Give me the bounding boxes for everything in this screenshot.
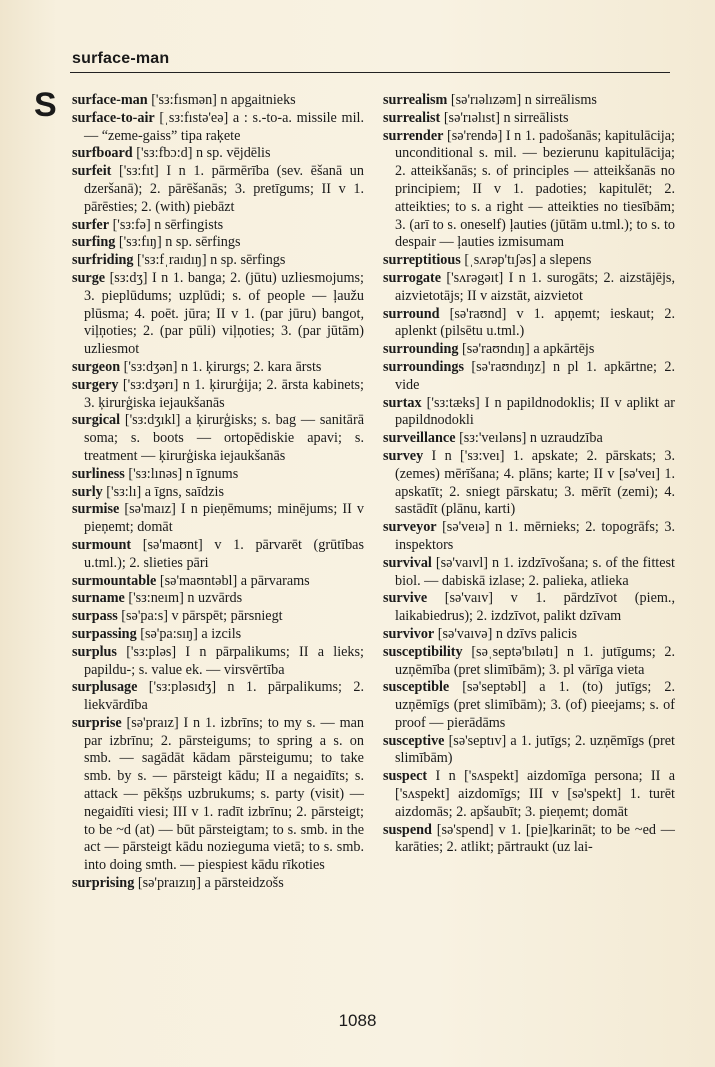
dictionary-entry xyxy=(383,270,675,306)
entry-headword: susceptive xyxy=(383,732,445,749)
dictionary-entry xyxy=(72,715,364,875)
left-column xyxy=(72,92,364,893)
entry-headword: surpass xyxy=(72,608,118,625)
entry-definition: [sə'pa:s] v pārspēt; pārsniegt xyxy=(117,608,283,625)
dictionary-entry xyxy=(72,608,364,626)
dictionary-entry xyxy=(383,679,675,732)
entry-headword: survey xyxy=(383,447,424,464)
dictionary-entry xyxy=(72,412,364,465)
entry-definition: [ˌsʌrəp'tıʃəs] a slepens xyxy=(460,252,592,269)
running-head: surface-man xyxy=(72,50,170,67)
entry-headword: surmountable xyxy=(72,572,157,589)
entry-definition: [sə'raʊnd] v 1. apņemt; ieskaut; 2. aplenkt (pilsētu u.tml.) xyxy=(395,305,675,340)
entry-headword: surfriding xyxy=(72,252,134,269)
dictionary-entry xyxy=(72,92,364,110)
entry-headword: surplusage xyxy=(72,679,138,696)
entry-headword: surgeon xyxy=(72,358,121,375)
entry-definition: [sə'vaıvl] n 1. izdzīvošana; s. of the fittest biol. — dabiskā izlase; 2. palieka, atlieka xyxy=(395,554,675,589)
entry-headword: susceptibility xyxy=(383,643,463,660)
entry-headword: surly xyxy=(72,483,103,500)
entry-headword: survive xyxy=(383,590,428,607)
entry-definition: I n ['sʌspekt] aizdomīga persona; II a ['sʌspekt] aizdomīgs; III v [sə'spekt] 1. turēt aizdomās; 2. apšaubīt; 3. pieņemt; domāt xyxy=(395,768,675,820)
entry-definition: [sə'septəbl] a 1. (to) jutīgs; 2. uzņēmīgs (pret slimībām); 3. (of) pieejams; s. of proof — pierādāms xyxy=(395,679,675,731)
dictionary-entry xyxy=(383,519,675,555)
entry-definition: [sə'spend] v 1. [pie]karināt; to be ~ed — karāties; 2. atlikt; pārtraukt (uz lai- xyxy=(395,821,675,856)
entry-definition: ['sз:fə] n sērfingists xyxy=(109,216,224,233)
right-column xyxy=(383,92,675,857)
dictionary-entry xyxy=(383,430,675,448)
entry-definition: ['sз:lınəs] n īgnums xyxy=(124,465,239,482)
entry-headword: surge xyxy=(72,269,106,286)
dictionary-entry xyxy=(383,768,675,821)
dictionary-entry xyxy=(383,92,675,110)
entry-headword: surveyor xyxy=(383,519,437,536)
dictionary-entry xyxy=(72,217,364,235)
header-rule xyxy=(70,72,670,73)
dictionary-entry xyxy=(72,679,364,715)
entry-headword: surpassing xyxy=(72,625,137,642)
dictionary-entry xyxy=(383,359,675,395)
entry-definition: [sз:'veıləns] n uzraudzība xyxy=(455,430,603,447)
dictionary-entry xyxy=(383,555,675,591)
dictionary-entry xyxy=(383,306,675,342)
dictionary-entry xyxy=(72,359,364,377)
entry-headword: surrealism xyxy=(383,92,448,108)
entry-definition: [sə'raʊndıŋ] a apkārtējs xyxy=(458,341,595,358)
dictionary-entry xyxy=(383,252,675,270)
dictionary-entry xyxy=(72,377,364,413)
entry-headword: surfer xyxy=(72,216,110,233)
dictionary-entry xyxy=(72,875,364,893)
entry-headword: surrounding xyxy=(383,341,459,358)
entry-definition: ['sз:dʒən] n 1. ķirurgs; 2. kara ārsts xyxy=(120,358,322,375)
entry-definition: ['sз:fısmən] n apgaitnieks xyxy=(147,92,296,108)
dictionary-entry xyxy=(72,110,364,146)
dictionary-entry xyxy=(383,626,675,644)
dictionary-entry xyxy=(72,626,364,644)
dictionary-entry xyxy=(383,644,675,680)
dictionary-entry xyxy=(72,252,364,270)
dictionary-entry xyxy=(72,466,364,484)
entry-definition: [sə'rıəlıst] n sirreālists xyxy=(440,109,569,126)
entry-headword: suspect xyxy=(383,768,428,785)
entry-headword: surplus xyxy=(72,643,117,660)
dictionary-entry xyxy=(72,501,364,537)
entry-definition: [sə'vaıvə] n dzīvs palicis xyxy=(434,625,578,642)
entry-headword: surgical xyxy=(72,412,121,429)
entry-headword: surrogate xyxy=(383,269,442,286)
entry-definition: [səˌseptə'bılətı] n 1. jutīgums; 2. uzņēmība (pret slimībām); 3. pl vārīga vieta xyxy=(395,643,675,678)
dictionary-entry xyxy=(72,484,364,502)
entry-definition: [sə'praız] I n 1. izbrīns; to my s. — man par izbrīnu; 2. pārsteigums; to spring a s. on smb. — sagādāt kādam pārsteigumu; to take smb. by s. — pārsteigt kādu; II a negaidīts; s. attack — pēkšņs uzbrukums; s. party (visit) — negaidīti viesi; III v 1. radīt izbrīnu; 2. pārsteigt; to be ~d (at) — būt pārsteigtam; to s. smb. in the act — pārsteigt kādu nozieguma vietā; to s. smb. into doing smth. — piespiest kādu rīkoties xyxy=(84,714,364,874)
entry-definition: [sə'maız] I n pieņēmums; minējums; II v pieņemt; domāt xyxy=(84,501,364,536)
entry-definition: [sə'raʊndıŋz] n pl 1. apkārtne; 2. vide xyxy=(395,358,675,393)
entry-definition: [sə'maʊntəbl] a pārvarams xyxy=(156,572,310,589)
entry-headword: surliness xyxy=(72,465,125,482)
entry-headword: surreptitious xyxy=(383,252,461,269)
entry-headword: surfing xyxy=(72,234,116,251)
dictionary-entry xyxy=(72,590,364,608)
entry-headword: surgery xyxy=(72,376,119,393)
entry-definition: ['sз:tæks] I n papildnodoklis; II v aplikt ar papildnodokli xyxy=(395,394,675,429)
page-number: 1088 xyxy=(338,1011,377,1030)
entry-definition: [sə'rendə] I n 1. padošanās; kapitulācija; unconditional s. mil. — bezierunu kapitulācija; 2. atteikšanās; s. of principles — atteikšanās no principiem; II v 1. padoties; kapitulēt; 2. atteikties; to s. a right — atteikties no tiesībām; 3. (arī to s. oneself) ļauties (jūtām u.tml.); to s. to despair — ļauties izmisumam xyxy=(395,127,675,251)
entry-definition: [sз:dʒ] I n 1. banga; 2. (jūtu) uzliesmojums; 3. pieplūdums; uzplūdi; s. of people — ļaužu plūsma; 4. poēt. jūra; II v 1. (par jūru) bangot, viļņoties; 2. (par pūli) viļņoties; 3. (par jūtām) uzliesmot xyxy=(84,269,364,358)
letter-tab: S xyxy=(34,86,57,124)
entry-headword: surrender xyxy=(383,127,444,144)
entry-headword: surfboard xyxy=(72,145,133,162)
entry-definition: ['sз:pləsıdʒ] n 1. pārpalikums; 2. liekvārdība xyxy=(84,679,364,714)
entry-definition: ['sз:fıŋ] n sp. sērfings xyxy=(115,234,241,251)
entry-definition: ['sз:fˌraıdıŋ] n sp. sērfings xyxy=(133,252,286,269)
dictionary-entry xyxy=(72,537,364,573)
dictionary-entry xyxy=(72,270,364,359)
entry-headword: surveillance xyxy=(383,430,456,447)
entry-headword: surfeit xyxy=(72,163,112,180)
entry-definition: ['sз:lı] a īgns, saīdzis xyxy=(102,483,225,500)
entry-definition: [sə'maʊnt] v 1. pārvarēt (grūtības u.tml.); 2. slieties pāri xyxy=(84,536,364,571)
entry-headword: survival xyxy=(383,554,432,571)
entry-definition: ['sз:fıt] I n 1. pārmērība (sev. ēšanā un dzeršanā); 2. pārēšanās; 3. pretīgums; II v 1. pārēsties; 2. (with) piebāzt xyxy=(84,163,364,215)
entry-headword: surtax xyxy=(383,394,422,411)
dictionary-entry xyxy=(383,822,675,858)
entry-definition: ['sʌrəgəıt] I n 1. surogāts; 2. aizstājējs, aizvietotājs; II v aizstāt, aizvietot xyxy=(395,269,675,304)
dictionary-entry xyxy=(383,110,675,128)
entry-headword: susceptible xyxy=(383,679,450,696)
dictionary-entry xyxy=(383,341,675,359)
dictionary-entry xyxy=(383,128,675,253)
dictionary-entry xyxy=(72,644,364,680)
entry-headword: surprising xyxy=(72,875,135,892)
entry-definition: [sə'praızıŋ] a pārsteidzošs xyxy=(134,875,284,892)
dictionary-entry xyxy=(383,448,675,519)
entry-headword: surface-to-air xyxy=(72,109,155,126)
entry-definition: [sə'veıə] n 1. mērnieks; 2. topogrāfs; 3. inspektors xyxy=(395,519,675,553)
entry-definition: [sə'rıəlızəm] n sirreālisms xyxy=(447,92,597,108)
entry-headword: surroundings xyxy=(383,358,464,375)
dictionary-entry xyxy=(383,395,675,431)
dictionary-entry xyxy=(383,733,675,769)
entry-headword: surrealist xyxy=(383,109,441,126)
entry-headword: suspend xyxy=(383,821,432,838)
entry-headword: survivor xyxy=(383,625,435,642)
dictionary-entry xyxy=(72,234,364,252)
entry-definition: [sə'pa:sıŋ] a izcils xyxy=(136,625,242,642)
entry-definition: [sə'septıv] a 1. jutīgs; 2. uzņēmīgs (pret slimībām) xyxy=(395,732,675,767)
entry-definition: I n ['sз:veı] 1. apskate; 2. pārskats; 3. (zemes) mērīšana; 4. plāns; karte; II v [sə'veı] 1. apskatīt; 2. sniegt pārskatu; 3. mērīt (zemi); 4. sastādīt (plānu, karti) xyxy=(395,447,675,518)
entry-headword: surround xyxy=(383,305,440,322)
entry-definition: [sə'vaıv] v 1. pārdzīvot (piem., laikabiedrus); 2. izdzīvot, palikt dzīvam xyxy=(395,590,675,625)
entry-definition: [ˌsз:fıstə'eə] a : s.-to-a. missile mil. — “zeme-gaiss” tipa raķete xyxy=(84,109,364,144)
entry-headword: surface-man xyxy=(72,92,148,108)
entry-definition: ['sз:neım] n uzvārds xyxy=(124,590,243,607)
dictionary-entry xyxy=(72,573,364,591)
dictionary-entry xyxy=(72,163,364,216)
entry-definition: ['sз:pləs] I n pārpalikums; II a lieks; papildu-; s. value ek. — virsvērtība xyxy=(84,643,364,678)
entry-headword: surmount xyxy=(72,536,132,553)
entry-headword: surprise xyxy=(72,714,122,731)
dictionary-entry xyxy=(383,590,675,626)
entry-headword: surmise xyxy=(72,501,120,518)
entry-definition: ['sз:dʒərı] n 1. ķirurģija; 2. ārsta kabinets; 3. ķirurģiska iejaukšanās xyxy=(84,376,364,411)
dictionary-entry xyxy=(72,145,364,163)
entry-headword: surname xyxy=(72,590,125,607)
entry-definition: ['sз:fbɔ:d] n sp. vējdēlis xyxy=(132,145,271,162)
entry-definition: ['sз:dʒıkl] a ķirurģisks; s. bag — sanitārā soma; s. boots — ortopēdiskie apavi; s. treatment — ķirurģiska iejaukšanās xyxy=(84,412,364,464)
